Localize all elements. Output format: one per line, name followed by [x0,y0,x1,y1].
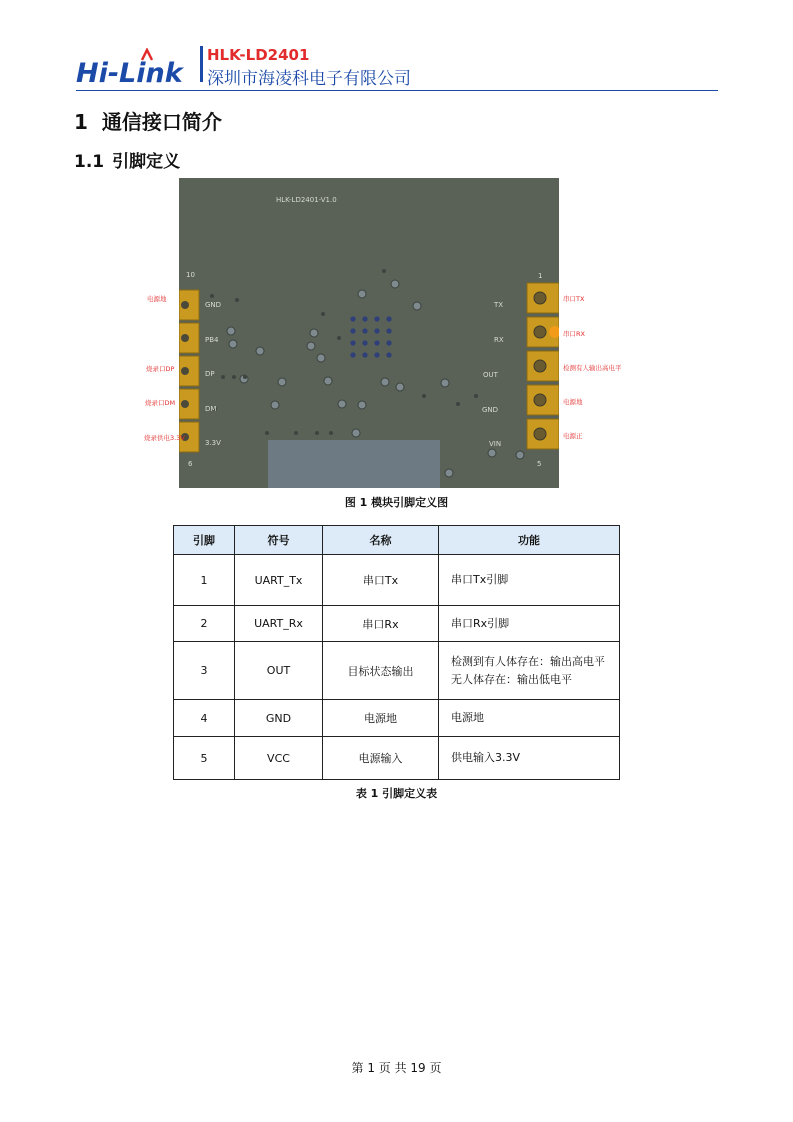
note-dm: 烧录口DM [145,399,176,407]
cell-symbol: VCC [235,737,323,780]
company-name: 深圳市海凌科电子有限公司 [207,69,411,89]
page-header [76,44,718,92]
table-row [174,700,620,737]
function-line: 串口Tx引脚 [451,573,509,586]
column-header-name: 名称 [323,526,439,555]
cell-pin: 4 [174,700,235,737]
hi-link-logo [76,54,200,89]
left-pin-number-bottom: 6 [188,460,193,468]
cell-name: 目标状态输出 [323,642,439,700]
cell-pin: 3 [174,642,235,700]
column-header-symbol: 符号 [235,526,323,555]
cell-function [439,642,620,700]
cell-pin: 1 [174,555,235,606]
pad-label-gnd-right: GND [482,406,499,414]
cell-pin: 2 [174,606,235,642]
cell-function [439,555,620,606]
table-row [174,555,620,606]
cell-symbol: UART_Rx [235,606,323,642]
subsection-heading [74,147,180,172]
page-footer: 第 1 页 共 19 页 [351,1061,442,1075]
left-pin-number-top: 10 [186,271,195,279]
pcb-drawing [179,178,559,488]
cell-name: 串口Tx [323,555,439,606]
figure-caption: 图 1 模块引脚定义图 [344,496,449,509]
cell-symbol: OUT [235,642,323,700]
pad-label-rx: RX [494,336,504,344]
cell-name: 电源输入 [323,737,439,780]
right-pin-number-top: 1 [538,272,543,280]
note-gnd-right: 电源地 [563,398,583,406]
table-row [174,606,620,642]
subsection-title: 引脚定义 [112,152,181,172]
pad-label-3v3: 3.3V [205,439,221,447]
function-line: 无人体存在：输出低电平 [451,672,572,686]
function-line: 电源地 [451,711,484,724]
note-out: 检测有人输出高电平 [563,364,622,372]
function-line: 检测到有人体存在：输出高电平 [451,654,605,668]
function-line: 供电输入3.3V [451,751,521,764]
pad-label-out: OUT [483,371,498,379]
header-rule [76,90,718,91]
column-header-pin: 引脚 [174,526,235,555]
column-header-function: 功能 [439,526,620,555]
note-3v3: 烧录供电3.3V [144,434,185,442]
note-rx: 串口RX [563,330,585,338]
header-divider [200,46,203,82]
note-gnd: 电源地 [147,295,167,303]
pin-definition-table [173,525,620,780]
logo-signal-icon [140,48,154,62]
cell-function [439,606,620,642]
cell-function [439,700,620,737]
pad-label-vin: VIN [489,440,502,448]
table-header-row [174,526,620,555]
pad-label-tx: TX [494,301,504,309]
note-tx: 串口TX [563,295,585,303]
pad-label-pb4: PB4 [205,336,219,344]
function-line: 串口Rx引脚 [451,616,510,630]
cell-name: 串口Rx [323,606,439,642]
section-title: 通信接口简介 [101,110,222,134]
cell-symbol: UART_Tx [235,555,323,606]
cell-function [439,737,620,780]
right-pin-number-bottom: 5 [537,460,542,468]
table-row [174,642,620,700]
module-pin-figure [179,178,559,488]
cell-symbol: GND [235,700,323,737]
cell-name: 电源地 [323,700,439,737]
table-row [174,737,620,780]
note-vin: 电源正 [563,432,583,440]
model-name: HLK-LD2401 [207,46,310,64]
note-dp: 烧录口DP [146,365,175,373]
pad-label-dp: DP [205,370,215,378]
table-caption: 表 1 引脚定义表 [355,787,438,800]
pad-label-dm: DM [205,405,217,413]
subsection-number: 1.1 [74,152,105,172]
pad-label-gnd-left: GND [205,301,222,309]
logo-text: Hi-Link [76,58,183,89]
section-heading [74,106,222,135]
cell-pin: 5 [174,737,235,780]
board-silkscreen: HLK-LD2401-V1.0 [276,196,337,204]
section-number: 1 [74,110,88,134]
